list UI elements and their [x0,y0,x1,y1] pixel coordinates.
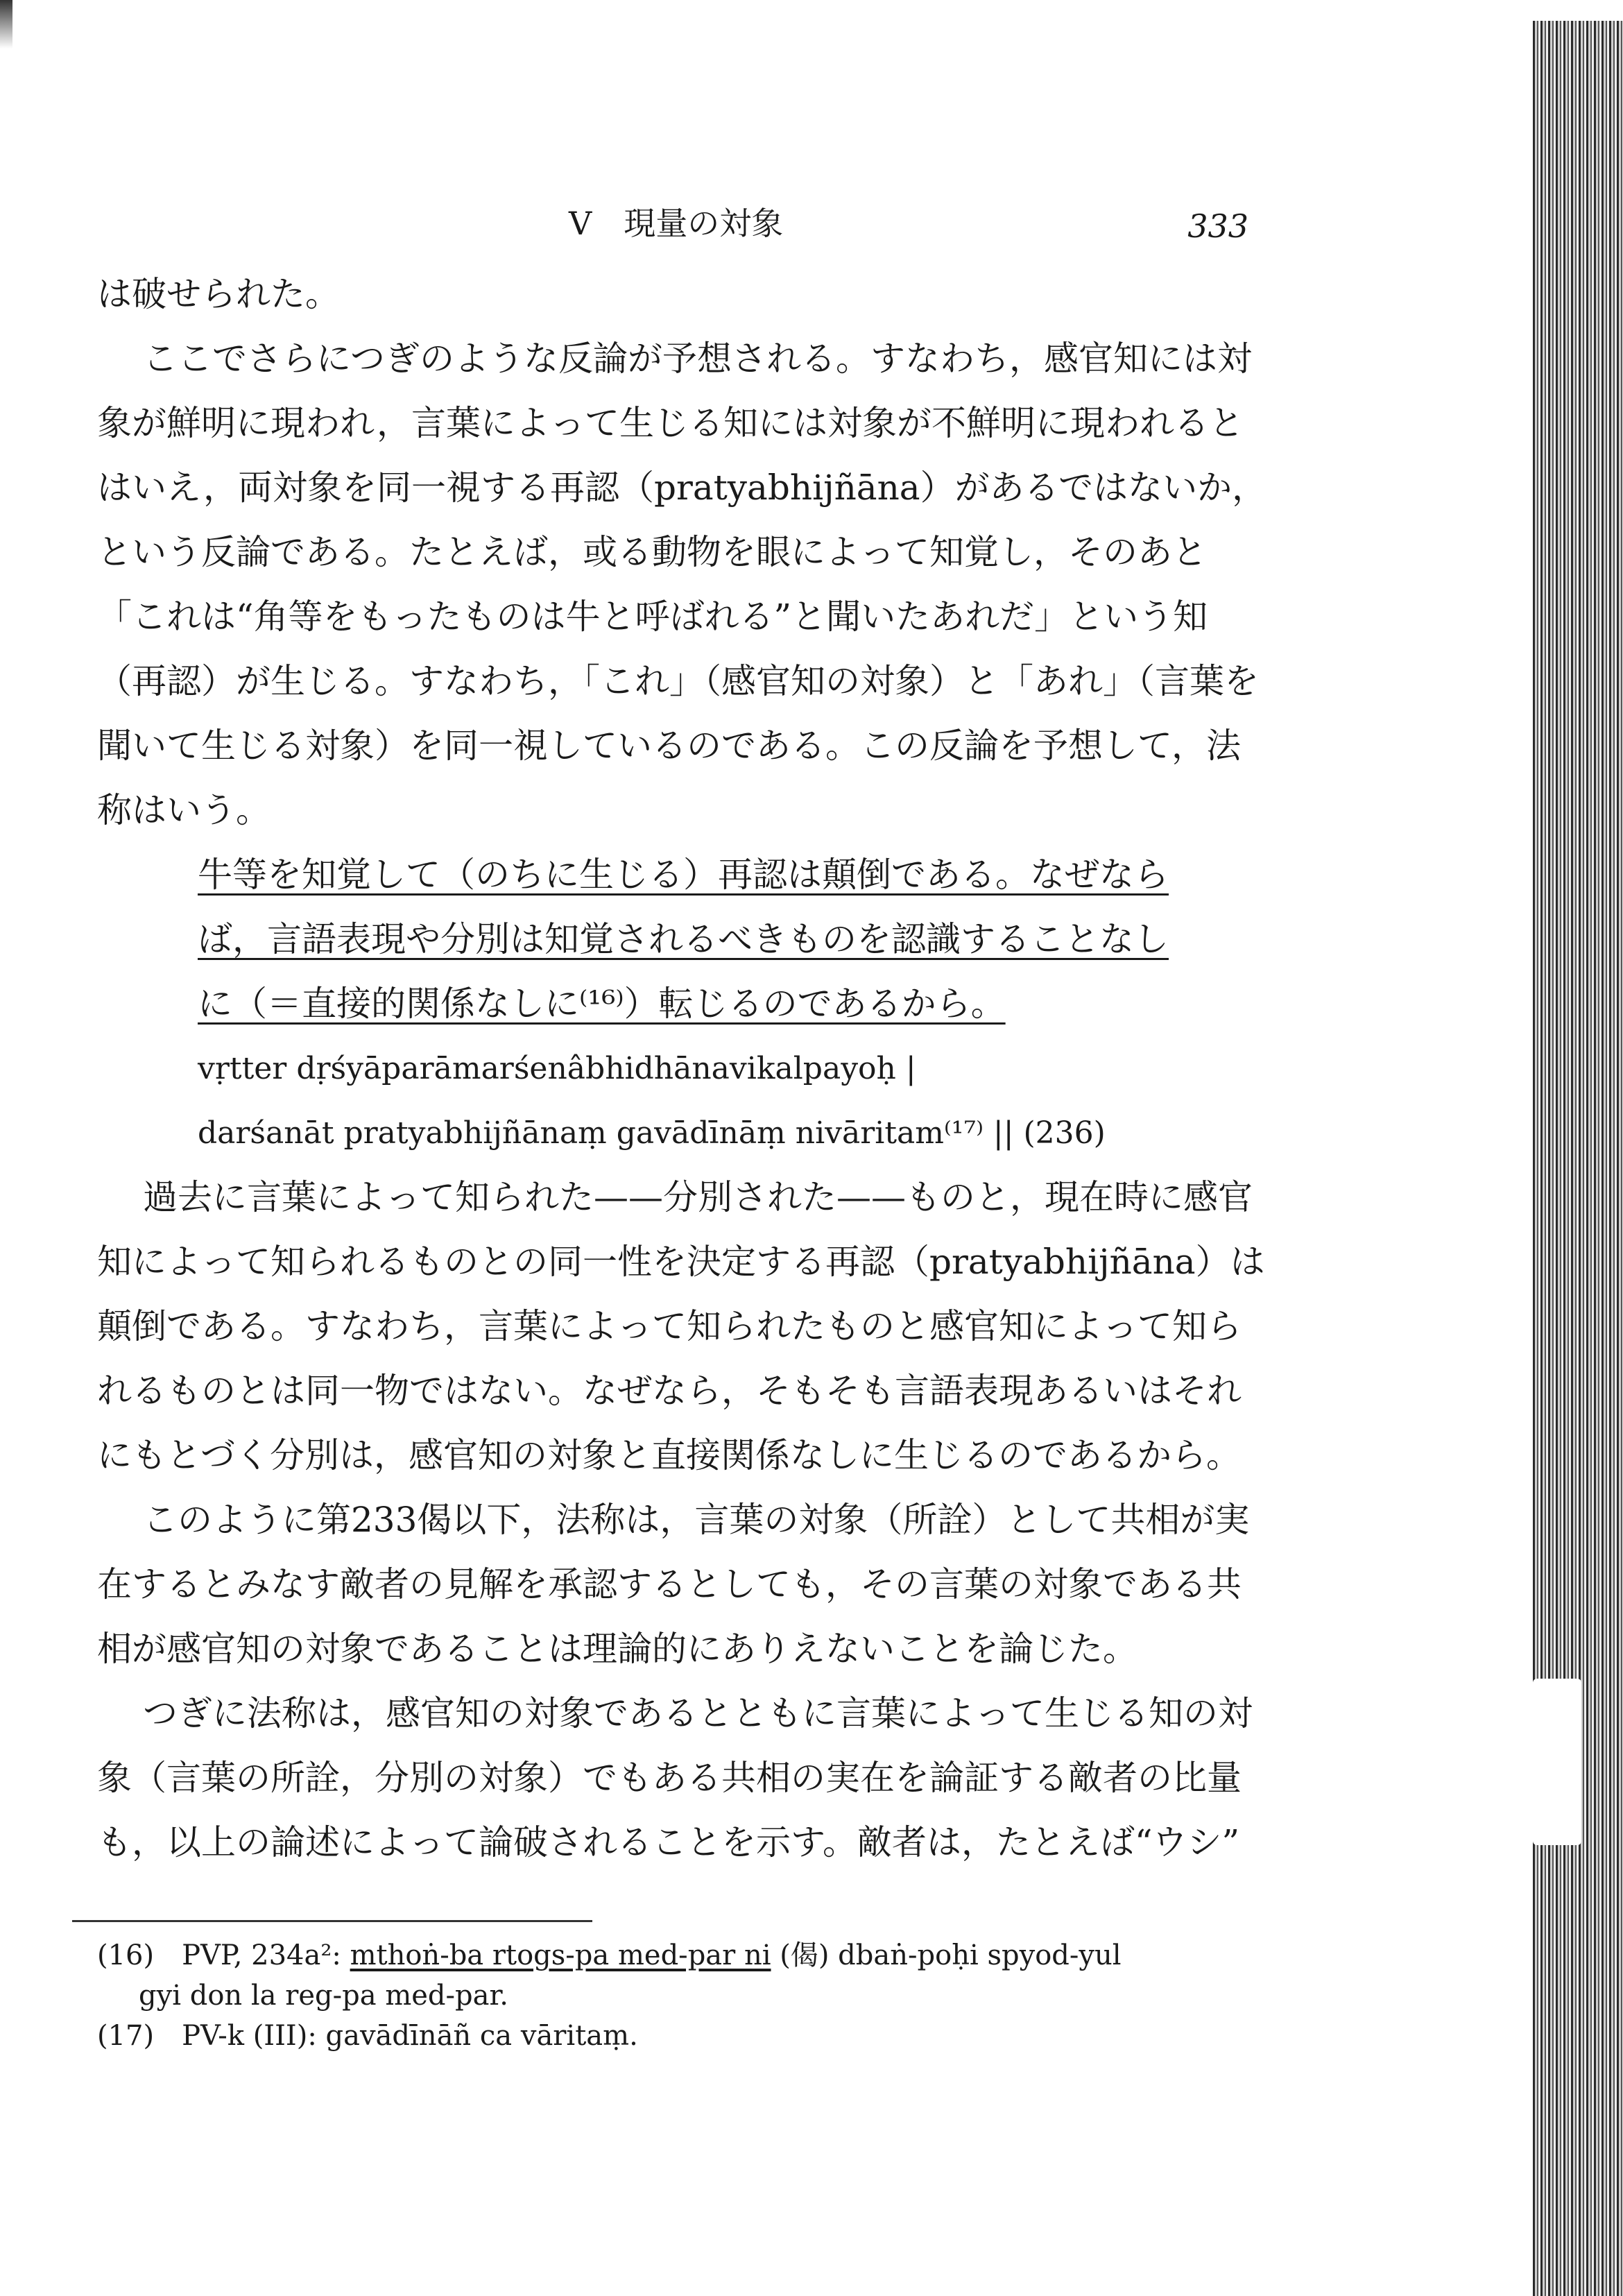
footnote-17: (17) PV-k (III): gavādīnāñ ca vāritaṃ. [97,2020,638,2052]
book-edge-tab [1533,1679,1581,1845]
verse-line: 牛等を知覚して（のちに生じる）再認は顛倒である。なぜなら [198,855,1169,895]
text-line: 聞いて生じる対象）を同一視しているのである。この反論を予想して，法 [97,726,1241,766]
paragraph-1 [97,262,1242,327]
scan-corner-mark [0,0,12,49]
text-line: は破せられた。 [97,274,340,314]
paragraph-3 [97,1165,1265,1488]
footnote-rule [72,1920,592,1922]
main-text [97,262,1267,1875]
text-line: という反論である。たとえば，或る動物を眼によって知覚し，そのあと [97,532,1207,572]
text-line: 顛倒である。すなわち，言葉によって知られたものと感官知によって知ら [97,1306,1242,1346]
text-line: れるものとは同一物ではない。なぜなら，そもそも言語表現あるいはそれ [97,1371,1242,1411]
footnote-16-continuation: gyi don la reg-pa med-par. [139,1980,508,2012]
verse-translation [97,843,1242,1036]
book-page-edge [1533,21,1623,2296]
sanskrit-line: vṛtter dṛśyāparāmarśenâbhidhānavikalpayoḥ | [198,1051,916,1086]
paragraph-4 [97,1488,1250,1681]
text-line: 称はいう。 [97,790,270,830]
text-line: も，以上の論述によって論破されることを示す。敵者は，たとえば“ウシ” [97,1822,1240,1862]
text-line: つぎに法称は，感官知の対象であるとともに言葉によって生じる知の対 [143,1693,1253,1733]
text-line: 「これは“角等をもったものは牛と呼ばれる”と聞いたあれだ」という知 [97,597,1208,637]
text-line: 象（言葉の所詮，分別の対象）でもある共相の実在を論証する敵者の比量 [97,1758,1242,1798]
text-line: 象が鮮明に現われ，言葉によって生じる知には対象が不鮮明に現われると [97,403,1244,443]
text-line: 知によって知られるものとの同一性を決定する再認（pratyabhijñāna）は [97,1242,1265,1282]
footnote-16-underlined: mthoṅ-ba rtogs-pa med-par ni [350,1939,771,1971]
text-line: 相が感官知の対象であることは理論的にありえないことを論じた。 [97,1629,1137,1669]
paragraph-2 [97,327,1267,843]
verse-line: に（＝直接的関係なしに⁽¹⁶⁾）転じるのであるから。 [198,984,1006,1024]
footnotes [97,1935,1242,2056]
footnote-16-rest: (偈) dbaṅ-poḥi spyod-yul [771,1939,1122,1971]
text-line: このように第233偈以下，法称は，言葉の対象（所詮）として共相が実 [143,1500,1250,1540]
text-line: （再認）が生じる。すなわち，「これ」（感官知の対象）と「あれ」（言葉を [97,661,1259,701]
verse-line: ば，言語表現や分別は知覚されるべきものを認識することなし [198,919,1169,959]
page-number: 333 [1187,207,1248,245]
footnote-16-head: (16) PVP, 234a²: [97,1939,350,1971]
paragraph-5 [97,1681,1253,1875]
text-line: にもとづく分別は，感官知の対象と直接関係なしに生じるのであるから。 [97,1435,1241,1475]
sanskrit-line: darśanāt pratyabhijñānaṃ gavādīnāṃ nivāritam⁽¹⁷⁾ || (236) [198,1115,1106,1151]
footnote-16 [97,1935,1242,1976]
text-line: 過去に言葉によって知られた——分別された——ものと，現在時に感官 [143,1177,1253,1217]
text-line: はいえ，両対象を同一視する再認（pratyabhijñāna）があるではないか， [97,468,1267,508]
running-title: V 現量の対象 [569,205,784,242]
page-header [569,203,1248,251]
text-line: ここでさらにつぎのような反論が予想される。すなわち，感官知には対 [143,339,1252,379]
sanskrit-verse [97,1036,1242,1165]
text-line: 在するとみなす敵者の見解を承認するとしても，その言葉の対象である共 [97,1564,1242,1604]
